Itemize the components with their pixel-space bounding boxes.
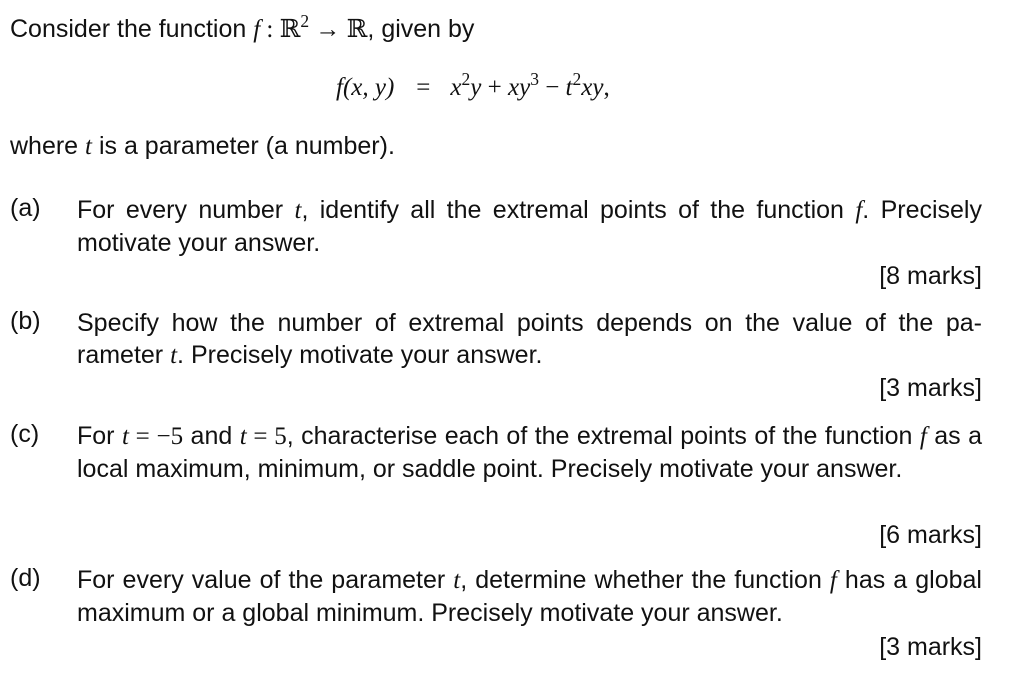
formula-lhs <box>336 74 394 102</box>
parameter-sentence <box>10 132 395 161</box>
part-c-text <box>77 420 982 485</box>
formula-comma: , <box>603 74 610 101</box>
part-c-text-2: and <box>183 422 240 450</box>
part-d-math-f: f <box>829 567 837 594</box>
part-a-text-2: , identify all the extremal points of the function <box>301 196 856 224</box>
formula-equals: = <box>416 74 431 101</box>
part-d-marks: [3 marks] <box>879 633 982 661</box>
formula-rhs <box>450 68 610 101</box>
part-b-marks: [3 marks] <box>879 374 982 402</box>
part-a-math-t: t <box>294 197 302 224</box>
term3-factor: xy <box>581 74 604 101</box>
part-b-text-2: . Precisely motivate your answer. <box>177 341 543 369</box>
part-d-math-t: t <box>453 567 461 594</box>
function-formula <box>336 68 610 102</box>
plus-sign: + <box>481 74 508 101</box>
domain-set-symbol: ℝ <box>279 14 301 43</box>
where-pre-text: where <box>10 132 86 160</box>
part-b-text-1: Specify how the number of extremal points depends on the value of the pa- rameter <box>77 309 982 369</box>
term2-base: xy <box>507 74 531 101</box>
part-b-label: (b) <box>10 307 41 335</box>
part-d-text-2: , determine whether the function <box>460 566 830 594</box>
part-c-math-value2: = 5 <box>246 423 287 450</box>
domain-exponent: 2 <box>300 10 310 31</box>
part-c-math-t2: t <box>239 423 247 450</box>
part-d-text-1: For every value of the parameter <box>77 566 454 594</box>
part-c-math-value1: = −5 <box>128 423 184 450</box>
where-post-text: is a parameter (a number). <box>92 132 395 160</box>
term1-factor: y <box>470 74 482 101</box>
colon-symbol: : <box>260 16 280 43</box>
part-c-math-t1: t <box>121 423 129 450</box>
part-a-text-3: . Precisely motivate your answer. <box>77 196 982 257</box>
part-d-label: (d) <box>10 564 41 592</box>
function-symbol: f <box>253 16 261 43</box>
formula-args: (x, y) <box>342 74 395 101</box>
part-d-text <box>77 564 982 629</box>
part-a-text-1: For every number <box>77 196 295 224</box>
arrow-symbol: → <box>309 16 347 43</box>
part-c-label: (c) <box>10 420 40 448</box>
part-c-text-3: , characterise each of the extremal points of the function <box>286 422 920 450</box>
part-b-text <box>77 307 982 372</box>
part-a-text <box>77 194 982 259</box>
intro-lead-text: Consider the function <box>10 15 254 43</box>
part-a-marks: [8 marks] <box>879 262 982 290</box>
term3-base: t <box>565 74 573 101</box>
term2-exponent: 3 <box>530 68 539 89</box>
part-c-math-f: f <box>919 423 927 450</box>
intro-sentence <box>10 10 475 44</box>
codomain-set-symbol: ℝ <box>346 14 368 43</box>
term3-exponent: 2 <box>572 68 582 89</box>
formula-f: f <box>336 74 343 101</box>
part-a-label: (a) <box>10 194 41 222</box>
minus-sign: − <box>538 74 566 101</box>
part-d-text-3: has a global maximum or a global minimum. Precisely motivate your answer. <box>77 566 982 627</box>
intro-tail-text: , given by <box>367 15 475 43</box>
term1-base: x <box>450 74 462 101</box>
part-c-marks: [6 marks] <box>879 521 982 549</box>
term1-exponent: 2 <box>461 68 471 89</box>
parameter-t: t <box>85 133 92 160</box>
part-c-text-1: For <box>77 422 122 450</box>
part-c-text-4: as a local maximum, minimum, or saddle point. Precisely motivate your answer. <box>77 422 983 483</box>
part-b-math-t: t <box>170 342 178 369</box>
part-a-math-f: f <box>855 197 863 224</box>
